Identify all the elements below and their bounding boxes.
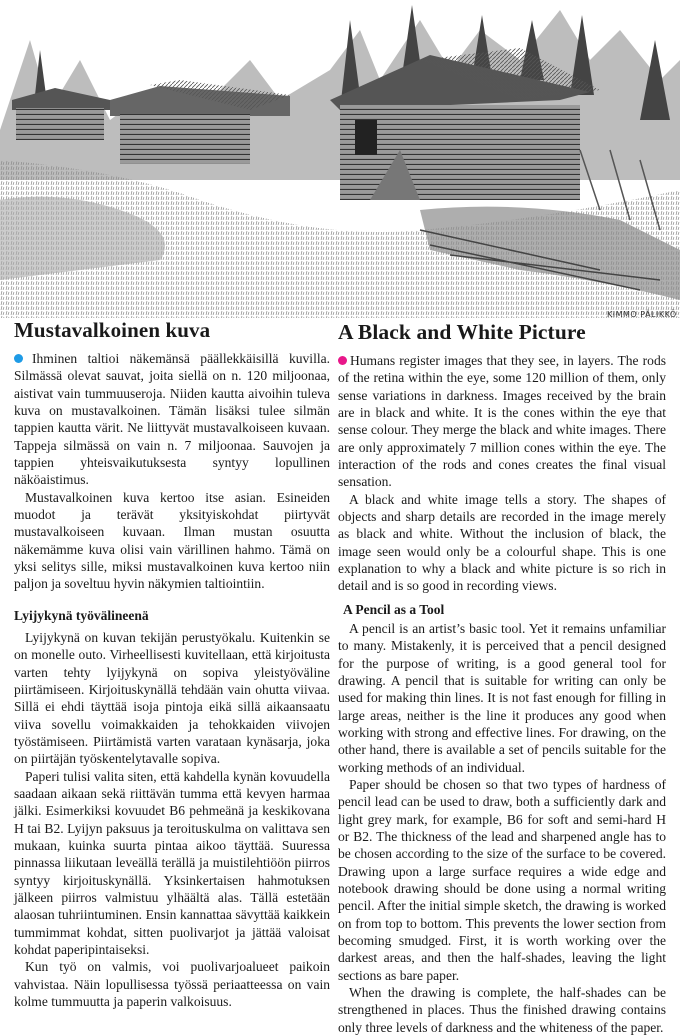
finnish-sub-paragraph-1: Lyijykynä on kuvan tekijän perustyökalu. Kuitenkin se on monelle outo. Virheellisesti kuvitellaan, että kirjoitusta varten tehty lyijykynä on sopiva yleistyöväline piirtämiseen. Kirjoituskynällä tehdään vain ohutta viivaa. Sillä ei ehdi täyttää isoja pintoja eikä sillä aikaansaatu viiva sovellu voimakkaiden ja tehokkaiden viivojen työstämiseen. Piirtämistä varten varataan kynäsarja, joka on piirtäjän työskentelytavalle sopiva. xyxy=(14,629,330,767)
english-subheading: A Pencil as a Tool xyxy=(343,601,445,617)
pencil-drawing-illustration xyxy=(0,0,680,318)
magenta-bullet-icon xyxy=(338,356,347,365)
finnish-title: Mustavalkoinen kuva xyxy=(14,318,211,342)
finnish-paragraph-1: Ihminen taltioi näkemänsä päällekkäisillä kuvilla. Silmässä olevat sauvat, joita siellä on n. 120 miljoonaa, aistivat vain tummuuseroja. Niiden kautta aivoihin tuleva kuva on mustavalkoinen. Tämän lisäksi tulee silmän tappien kautta värit. Ne liittyvät mustavalkoiseen kuvaan. Tappeja silmässä on vain n. 7 miljoonaa. Sauvojen ja tappien yhteisvaikutuksesta syntyy lopullinen näköaistimus. xyxy=(14,351,330,488)
artist-signature: KIMMO PÄLIKKÖ xyxy=(607,310,677,318)
finnish-sub-paragraph-3: Kun työ on valmis, voi puolivarjoalueet paikoin vahvistaa. Näin lopullisessa työssä periaatteessa on vain kolme tummuutta ja paperin valkoisuus. xyxy=(14,959,330,1010)
english-paragraph-1: Humans register images that they see, in layers. The rods of the retina within the eye, some 120 million of them, only sense variations in darkness. Images received by the brain are in black and white. It is the cones within the eye that sense colour. They merge the black and white images. There are only approximately 7 million cones within the eye. The interaction of the rods and cones creates the final visual sensation. xyxy=(338,353,666,490)
finnish-paragraph-2: Mustavalkoinen kuva kertoo itse asian. Esineiden muodot ja terävät yksityiskohdat piirtyvät mustavalkoiseen kuvaan. Ilman mustan osuutta näkemämme kuva olisi vain värillinen hahmo. Tämä on yksi selitys sille, miksi mustavalkoinen kuva kertoo niin paljon ja soveltuu hyvin näkymien taltiointiin. xyxy=(14,489,330,592)
english-sub-paragraph-2: Paper should be chosen so that two types of hardness of pencil lead can be used to draw, both a sufficiently dark and light grey mark, for example, B6 for soft and semi-hard H or B2. The thickness of the lead and sharpened angle has to be chosen according to the size of the surface to be covered. Drawing upon a large surface requires a wide edge and notebook drawing should be done using a normal writing pencil. After the initial simple sketch, the drawing is worked on from top to bottom. This prevents the lower section from becoming smudged. First, it is worth working over the darkest areas, and then the half-shades, leaving the light sections as bare paper. xyxy=(338,776,666,983)
english-sub-paragraph-3: When the drawing is complete, the half-shades can be strengthened in places. Thus the finished drawing contains only three levels of darkness and the whiteness of the paper. xyxy=(338,985,666,1035)
english-paragraph-2: A black and white image tells a story. The shapes of objects and sharp details are recorded in the image merely as black and white. Without the inclusion of black, the image seen would only be a colourful shape. This is one explanation to why a black and white picture is so rich in detail and is so good in recording views. xyxy=(338,491,666,594)
finnish-sub-paragraph-2: Paperi tulisi valita siten, että kahdella kynän kovuudella saadaan aikaan sekä riittävän tumma että kevyen harmaa jälki. Esimerkiksi kovuudet B6 pehmeänä ja keskikovana H tai B2. Lyijyn paksuus ja teroituskulma on valittava sen mukaan, kuinka suurta pintaa aikoo täyttää. Suuressa pinnassa liikutaan leveällä terällä ja muistilehtiöön piirros syntyy kirjoituskynällä. Yksinkertaisen hahmotuksen jälkeen piirros valmistuu ylhäältä alas. Tällä estetään alaosan tuhriintuminen. Ensin kannattaa sävyttää kaikkein tummimmat kohdat, sitten puolivarjot ja jättää valoisat kohdat paperipintaiseksi. xyxy=(14,768,330,957)
finnish-subheading: Lyijykynä työvälineenä xyxy=(14,607,149,623)
english-article xyxy=(338,318,666,1036)
english-sub-paragraph-1: A pencil is an artist’s basic tool. Yet it remains unfamiliar to many. Mistakenly, it is perceived that a pencil designed for the purpose of writing, is a good general tool for drawing. A pencil that is suitable for writing can only be used for making thin lines. It is not fast enough for filling in large areas, neither is the line it produces any good when working with strong and effective lines. For drawing, on the other hand, there is available a set of pencils suitable for the working methods of an individual. xyxy=(338,620,666,775)
blue-bullet-icon xyxy=(14,354,23,363)
finnish-article xyxy=(14,318,330,1010)
english-title: A Black and White Picture xyxy=(338,320,586,344)
